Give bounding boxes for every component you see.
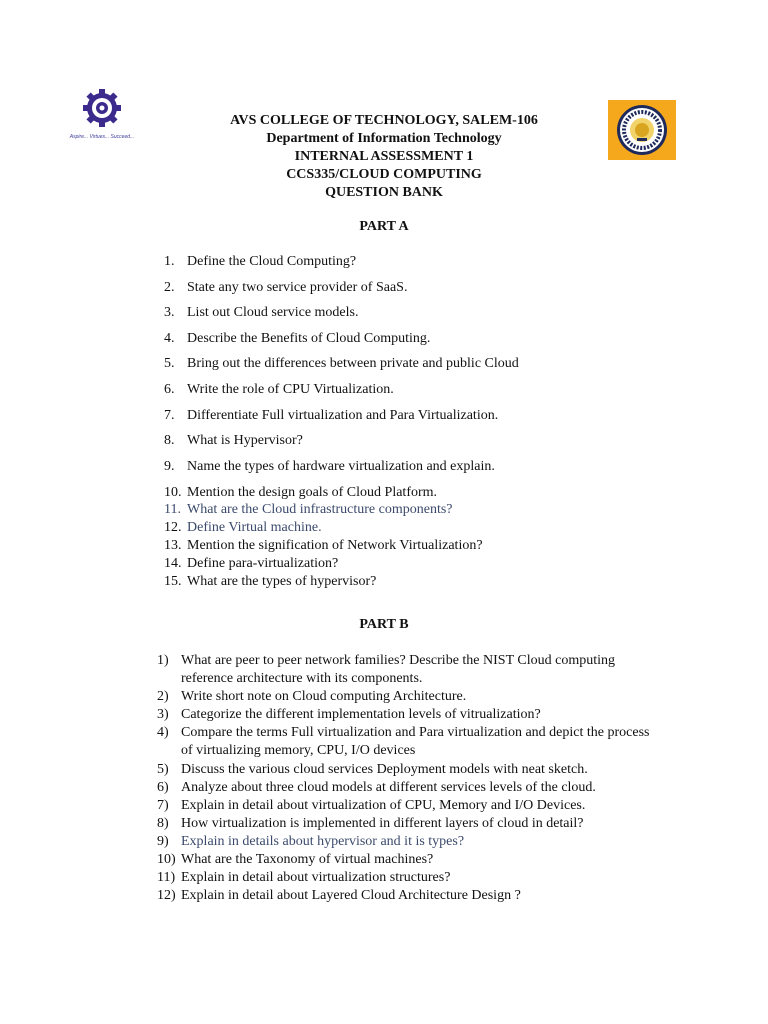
part-a-question [164,484,437,502]
part-b-question [157,688,651,706]
question-text: Differentiate Full virtualization and Para Virtualization. [187,408,499,423]
question-number: 3. [164,305,175,320]
question-number: 2. [164,280,175,295]
question-text: Discuss the various cloud services Deployment models with neat sketch. [181,762,588,777]
question-text: Explain in detail about virtualization of CPU, Memory and I/O Devices. [181,798,586,813]
question-text: How virtualization is implemented in different layers of cloud in detail? [181,816,584,831]
document-header [0,112,768,202]
part-a-question [164,407,498,425]
department-name: Department of Information Technology [266,131,502,146]
question-text: List out Cloud service models. [187,305,359,320]
part-a-question [164,501,453,519]
college-name: AVS COLLEGE OF TECHNOLOGY, SALEM-106 [230,113,538,128]
question-number: 9) [157,834,169,849]
question-text: Explain in details about hypervisor and it is types? [181,834,465,849]
question-number: 12. [164,520,182,535]
part-b-question [157,761,651,779]
question-number: 11. [164,502,181,517]
part-b-title: PART B [359,617,409,632]
question-text: What is Hypervisor? [187,433,303,448]
question-number: 3) [157,707,169,722]
question-text: Mention the design goals of Cloud Platform. [187,485,438,500]
question-text: Analyze about three cloud models at different services levels of the cloud. [181,780,596,795]
part-b-question [157,851,651,869]
question-number: 11) [157,870,176,885]
question-number: 5. [164,356,175,371]
question-number: 6) [157,780,169,795]
question-number: 1) [157,653,169,668]
part-a-question [164,253,356,271]
part-a-question [164,330,430,348]
question-text: Write short note on Cloud computing Architecture. [181,689,467,704]
part-b-question [157,652,651,688]
question-number: 2) [157,689,169,704]
question-text: What are the Cloud infrastructure components? [187,502,453,517]
question-number: 7. [164,408,175,423]
question-number: 9. [164,459,175,474]
question-number: 8) [157,816,169,831]
part-b-question [157,706,651,724]
question-number: 8. [164,433,175,448]
question-number: 6. [164,382,175,397]
question-text: Name the types of hardware virtualization and explain. [187,459,495,474]
question-text: Mention the signification of Network Virtualization? [187,538,483,553]
part-b-question [157,833,651,851]
question-text: Define the Cloud Computing? [187,254,357,269]
question-number: 13. [164,538,182,553]
question-text: State any two service provider of SaaS. [187,280,408,295]
question-text: Define Virtual machine. [187,520,322,535]
assessment-title: INTERNAL ASSESSMENT 1 [294,149,474,164]
question-text: What are peer to peer network families? Describe the NIST Cloud computing reference architecture with its components. [181,653,615,686]
part-a-question [164,381,394,399]
question-text: Describe the Benefits of Cloud Computing. [187,331,431,346]
question-text: Compare the terms Full virtualization and Para virtualization and depict the process of virtualizing memory, CPU, I/O devices [181,725,650,758]
part-a-question [164,519,322,537]
question-text: Write the role of CPU Virtualization. [187,382,394,397]
part-a-title: PART A [359,219,409,234]
part-a-question [164,432,303,450]
question-text: What are the Taxonomy of virtual machines? [181,852,434,867]
question-number: 4) [157,725,169,740]
question-number: 12) [157,888,176,903]
part-a-question [164,279,407,297]
question-number: 10. [164,485,182,500]
question-number: 7) [157,798,169,813]
part-b-question [157,887,651,905]
part-a-question [164,355,519,373]
part-b-question [157,797,651,815]
question-text: Categorize the different implementation levels of vitrualization? [181,707,541,722]
part-b-question [157,815,651,833]
logo-tagline: Aspire... Virtues... Succeed... [69,134,135,140]
document-type: QUESTION BANK [325,185,443,200]
part-a-question [164,537,483,555]
question-text: Bring out the differences between private and public Cloud [187,356,519,371]
question-text: What are the types of hypervisor? [187,574,377,589]
part-b-question [157,779,651,797]
course-title: CCS335/CLOUD COMPUTING [286,167,482,182]
question-text: Explain in detail about Layered Cloud Architecture Design ? [181,888,521,903]
question-number: 14. [164,556,182,571]
question-text: Define para-virtualization? [187,556,339,571]
question-number: 10) [157,852,176,867]
part-b-question [157,724,651,760]
part-a-question [164,555,338,573]
question-number: 5) [157,762,169,777]
part-a-question [164,573,376,591]
question-text: Explain in detail about virtualization structures? [181,870,451,885]
question-number: 1. [164,254,175,269]
part-a-question [164,304,358,322]
part-a-question [164,458,495,476]
question-number: 15. [164,574,182,589]
question-number: 4. [164,331,175,346]
part-b-question [157,869,651,887]
